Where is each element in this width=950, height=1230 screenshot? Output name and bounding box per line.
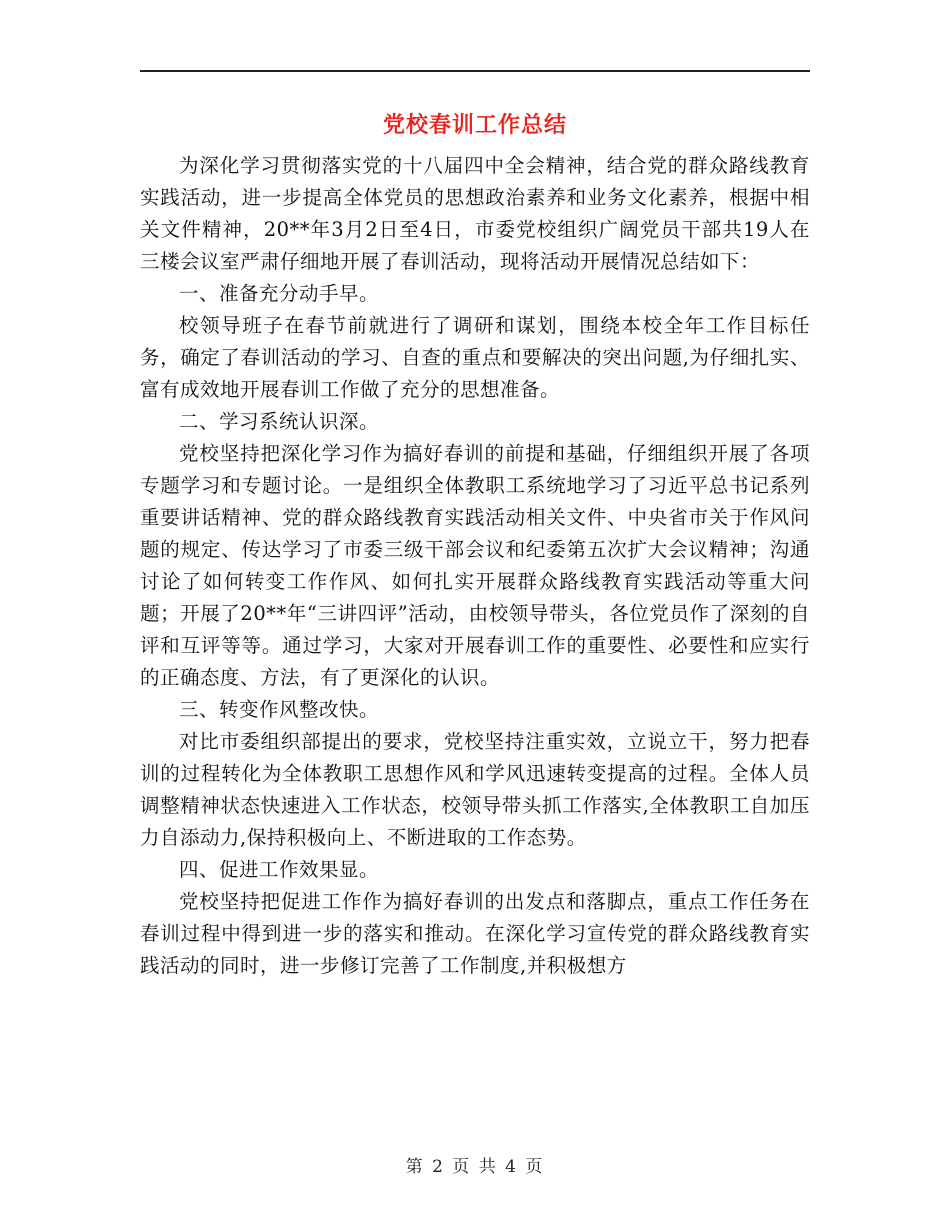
intro-paragraph: 为深化学习贯彻落实党的十八届四中全会精神，结合党的群众路线教育实践活动，进一步提高全体党员的思想政治素养和业务文化素养，根据中相关文件精神，20**年3月2日至4日，市委党校组织广阔党员干部共19人在三楼会议室严肃仔细地开展了春训活动，现将活动开展情况总结如下：	[140, 154, 810, 273]
document-title: 党校春训工作总结	[382, 112, 567, 138]
section-paragraph-4: 党校坚持把促进工作作为搞好春训的出发点和落脚点，重点工作任务在春训过程中得到进一步的落实和推动。在深化学习宣传党的群众路线教育实践活动的同时，进一步修订完善了工作制度,并积极想方	[140, 890, 810, 977]
page-number: 第 2 页 共 4 页	[405, 1157, 545, 1177]
section-paragraph-3: 对比市委组织部提出的要求，党校坚持注重实效，立说立干，努力把春训的过程转化为全体教职工思想作风和学风迅速转变提高的过程。全体人员调整精神状态快速进入工作状态，校领导带头抓工作落实,全体教职工自加压力自添动力,保持积极向上、不断进取的工作态势。	[140, 730, 810, 849]
section-heading-2: 二、学习系统认识深。	[179, 410, 380, 433]
section-heading-1: 一、准备充分动手早。	[179, 282, 380, 305]
section-paragraph-1: 校领导班子在春节前就进行了调研和谋划，围绕本校全年工作目标任务，确定了春训活动的学习、自查的重点和要解决的突出问题,为仔细扎实、富有成效地开展春训工作做了充分的思想准备。	[140, 314, 810, 401]
section-heading-3: 三、转变作风整改快。	[179, 698, 380, 721]
section-heading-4: 四、促进工作效果显。	[179, 858, 380, 881]
section-paragraph-2: 党校坚持把深化学习作为搞好春训的前提和基础，仔细组织开展了各项专题学习和专题讨论。一是组织全体教职工系统地学习了习近平总书记系列重要讲话精神、党的群众路线教育实践活动相关文件、中央省市关于作风问题的规定、传达学习了市委三级干部会议和纪委第五次扩大会议精神；沟通讨论了如何转变工作作风、如何扎实开展群众路线教育实践活动等重大问题；开展了20**年“三讲四评”活动，由校领导带头，各位党员作了深刻的自评和互评等等。通过学习，大家对开展春训工作的重要性、必要性和应实行的正确态度、方法，有了更深化的认识。	[140, 442, 810, 689]
header-rule	[140, 70, 810, 72]
document-body	[140, 150, 810, 982]
